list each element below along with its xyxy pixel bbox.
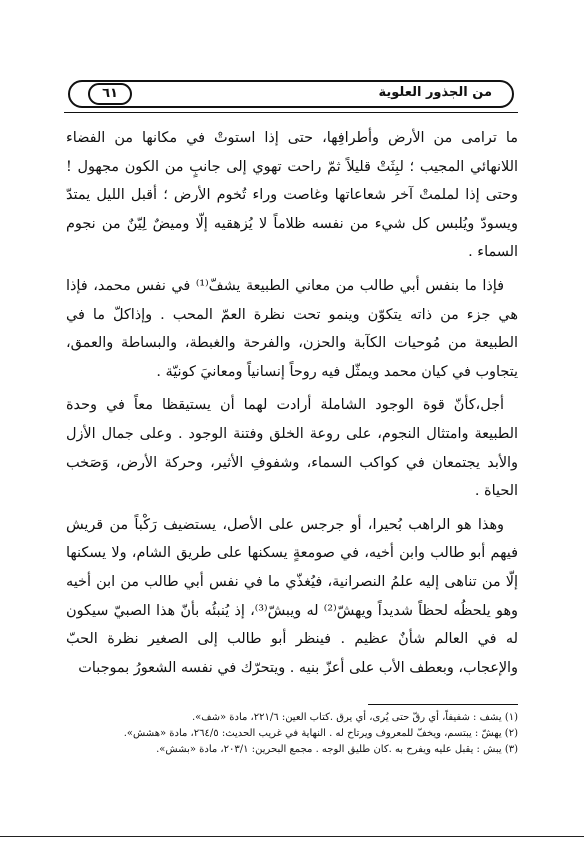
footnotes <box>66 710 518 758</box>
running-header <box>68 80 514 108</box>
running-header-title: من الجذور العلوية <box>378 85 492 100</box>
page-edge-line <box>0 836 584 837</box>
footnote-divider <box>368 704 518 705</box>
footnote: (٣) يبش : يقبل عليه ويفرح به .كان طليق الوجه . مجمع البحرين: ٢٠٣/١، مادة «بشش». <box>156 744 518 755</box>
paragraph: وهذا هو الراهب بُحيرا، أو جرجس على الأصل، يستضيف رَكْباً من قريش فيهم أبو طالب وابن أخيه، في صومعةٍ يسكنها على طريق الشام، ولا يسكنها إلّا من تناهى إليه علمُ النصرانية، فيُغذّي ما في نفس أبي طالب من ابن أخيه وهو يلحظُه لحظاً شديداً ويهشّ⁽²⁾ له ويبشّ⁽³⁾، إذ يُنبئُه بأنّ هذا الصبيّ سيكون له في العالم شأنٌ عظيم . فينظر أبو طالب إلى الصغير نظرة الحبّ والإعجاب، وبعطف الأب على أعزّ بنيه . ويتحرّك في نفسه الشعورُ بموجبات <box>66 516 518 676</box>
footnote: (٢) يهشّ : يبتسم، ويخفّ للمعروف ويرتاح له . النهاية في غريب الحديث: ٢٦٤/٥، مادة «هشش». <box>123 728 518 739</box>
header-divider <box>64 112 518 113</box>
main-text <box>66 124 518 682</box>
paragraph: ما ترامى من الأرض وأطرافِها، حتى إذا استوتْ في مكانها من الفضاء اللانهائي المجيب ؛ لبِثَتْ قليلاً ثمّ راحت تهوي إلى جانبٍ من الكون مجهول ! وحتى إذا لملمتْ آخر شعاعاتها وغاصت وراء تُخوم الأرض ؛ أقبل الليل يمتدّ ويسودّ ويُلبس كل شيء من نفسه ظلاماً لا يُزهقيه إلّا وميضٌ لِيّنٌ من نجوم السماء . <box>66 130 518 261</box>
paragraph: فإذا ما بنفس أبي طالب من معاني الطبيعة يشفّ⁽¹⁾ في نفس محمد، فإذا هي جزء من ذاته يتكوّن وينمو تحت نظرة العمّ المحب . وإذاكلّ ما في الطبيعة من مُوحيات الكآبة والحزن، والفرحة والغبطة، والبساطة والعمق، يتجاوب في كيان محمد ويمثّل فيه روحاً إنسانياً ومعانيَ كونيّة . <box>66 277 518 380</box>
page-number: ٦١ <box>88 83 132 105</box>
paragraph: أجل،كأنّ قوة الوجود الشاملة أرادت لهما أن يستيقظا معاً في وحدة الطبيعة وامتثال النجوم، على روعة الخلق وفتنة الوجود . وعلى جمال الأزل والأبد يجتمعان في كواكب السماء، وشفوفِ الأثير، وحركة الأرض، وَصَخب الحياة . <box>66 397 518 500</box>
footnote: (١) يشف : شفيفاً، أي رقّ حتى يُرى، أي يرق .كتاب العين: ٢٢١/٦، مادة «شف». <box>191 712 518 723</box>
